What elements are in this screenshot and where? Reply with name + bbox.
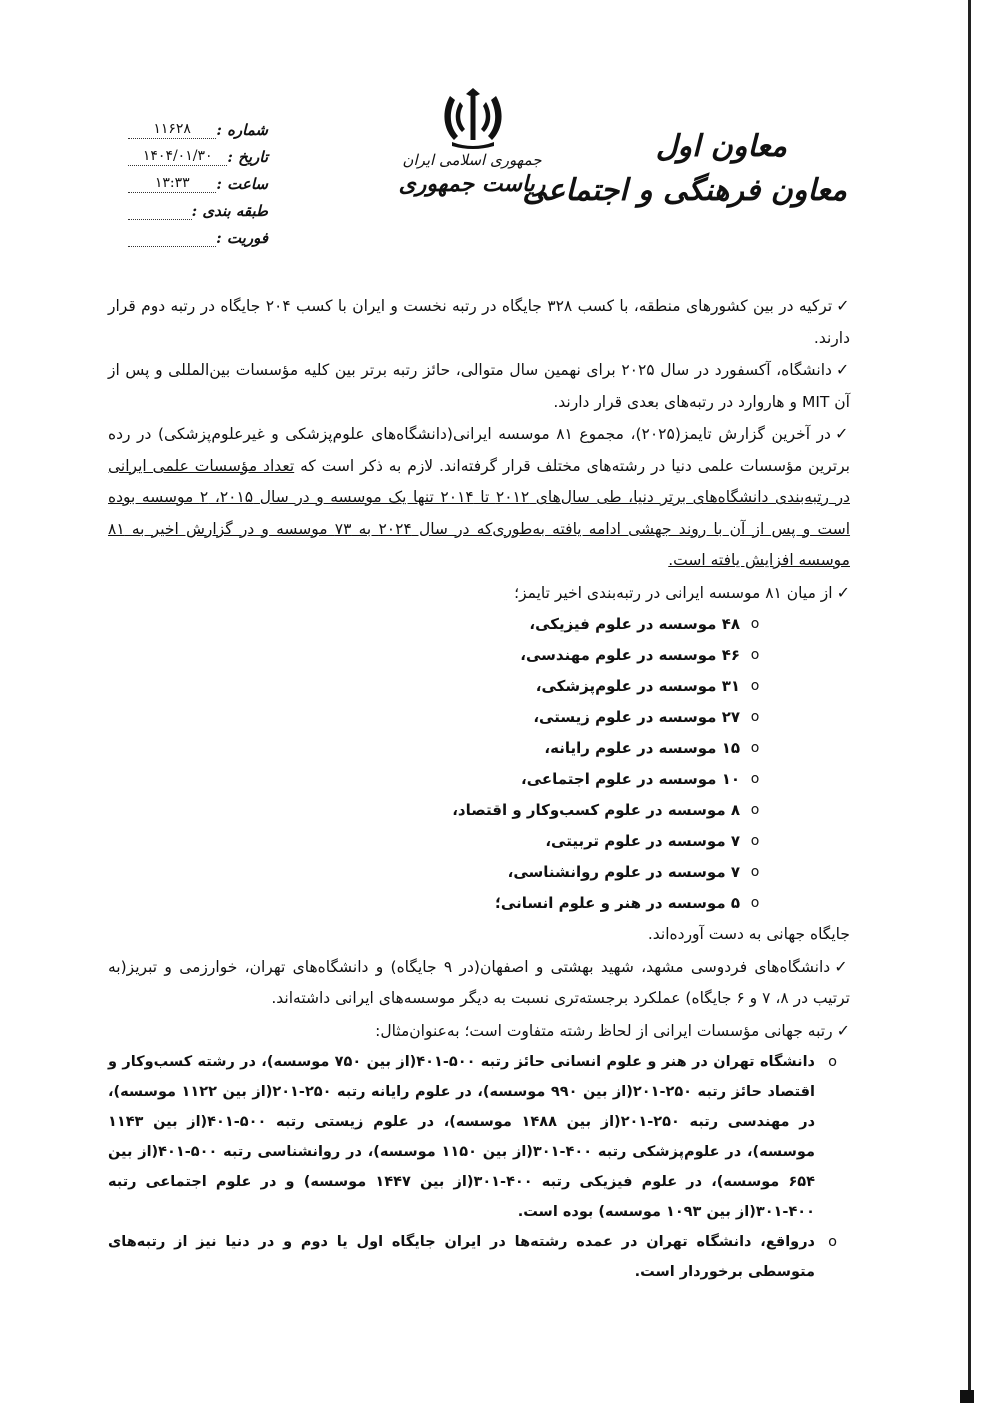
list-item-text: ۱۰ موسسه در علوم اجتماعی، bbox=[521, 770, 740, 788]
list-item bbox=[108, 733, 850, 764]
emblem-line2: ریاست جمهوری bbox=[398, 171, 546, 197]
checkmark-icon: ✓ bbox=[834, 424, 850, 443]
circle-bullet-icon: o bbox=[750, 864, 760, 880]
meta-time bbox=[128, 166, 268, 193]
meta-label: تاریخ : bbox=[227, 148, 268, 166]
list-item bbox=[108, 1227, 850, 1287]
meta-label: طبقه بندی : bbox=[191, 202, 268, 220]
circle-bullet-icon: o bbox=[750, 709, 760, 725]
paragraph-3 bbox=[108, 418, 850, 577]
list-item bbox=[108, 795, 850, 826]
list-item-text: ۱۵ موسسه در علوم رایانه، bbox=[544, 739, 740, 757]
list-item-text: ۷ موسسه در علوم روانشناسی، bbox=[507, 863, 740, 881]
fields-list bbox=[108, 609, 850, 919]
meta-value bbox=[128, 218, 192, 220]
paragraph-text: در آخرین گزارش تایمز(۲۰۲۵)، مجموع ۸۱ موسسه ایرانی(دانشگاه‌های علوم‌پزشکی و غیرعلوم‌پزشکی) در رده برترین مؤسسات علمی دنیا در رشته‌های مختلف قرار گرفته‌اند. لازم به ذکر است که bbox=[108, 425, 850, 475]
office-line2: معاون فرهنگی و اجتماعی bbox=[522, 173, 847, 208]
list-item bbox=[108, 640, 850, 671]
paragraph-text: رتبه جهانی مؤسسات ایرانی از لحاظ رشته متفاوت است؛ به‌عنوان‌مثال: bbox=[375, 1021, 833, 1040]
list-item-text: ۵ موسسه در هنر و علوم انسانی؛ bbox=[494, 894, 740, 912]
meta-classification bbox=[128, 193, 268, 220]
list-item-text: ۲۷ موسسه در علوم زیستی، bbox=[533, 708, 740, 726]
meta-value: ۱۳:۳۳ bbox=[128, 175, 216, 193]
circle-bullet-icon: o bbox=[828, 1054, 837, 1070]
meta-label: ساعت : bbox=[216, 175, 268, 193]
list-item bbox=[108, 702, 850, 733]
list-item-text: ۴۶ موسسه در علوم مهندسی، bbox=[520, 646, 740, 664]
meta-number bbox=[128, 112, 268, 139]
meta-value: ۱۱۶۲۸ bbox=[128, 121, 216, 139]
checkmark-icon: ✓ bbox=[834, 956, 850, 976]
meta-date bbox=[128, 139, 268, 166]
paragraph-4 bbox=[108, 577, 850, 610]
office-line1: معاون اول bbox=[655, 129, 787, 164]
list-item bbox=[108, 888, 850, 919]
paragraph-text: دانشگاه، آکسفورد در سال ۲۰۲۵ برای نهمین سال متوالی، حائز رتبه برتر بین کلیه مؤسسات بین‌المللی و پس از آن MIT و هاروارد در رتبه‌های بعدی قرار دارند. bbox=[108, 361, 850, 411]
paragraph-1 bbox=[108, 290, 850, 354]
circle-bullet-icon: o bbox=[750, 616, 760, 632]
circle-bullet-icon: o bbox=[750, 833, 760, 849]
list-item-text: ۸ موسسه در علوم کسب‌وکار و اقتصاد، bbox=[452, 801, 740, 819]
list-item bbox=[108, 609, 850, 640]
meta-value bbox=[128, 245, 216, 247]
list-item bbox=[108, 764, 850, 795]
list-item-text: ۷ موسسه در علوم تربیتی، bbox=[545, 832, 740, 850]
paragraph-text: دانشگاه‌های فردوسی مشهد، شهید بهشتی و اصفهان(در ۹ جایگاه) و دانشگاه‌های تهران، خوارزمی و تبریز(به ترتیب در ۸، ۷ و ۶ جایگاه) عملکرد برجسته‌تری نسبت به دیگر موسسه‌های ایرانی داشته‌اند. bbox=[108, 957, 850, 1007]
scan-edge-corner bbox=[960, 1390, 974, 1403]
paragraph-4-end bbox=[108, 919, 850, 951]
circle-bullet-icon: o bbox=[828, 1234, 837, 1250]
circle-bullet-icon: o bbox=[750, 895, 760, 911]
meta-label: فوریت : bbox=[216, 229, 268, 247]
paragraph-text: از میان ۸۱ موسسه ایرانی در رتبه‌بندی اخیر تایمز؛ bbox=[514, 583, 833, 602]
meta-value: ۱۴۰۴/۰۱/۳۰ bbox=[128, 148, 227, 166]
list-item-text: درواقع، دانشگاه تهران در عمده رشته‌ها در ایران جایگاه اول یا دوم و در دنیا نیز از رتبه‌های متوسطی برخوردار است. bbox=[108, 1234, 815, 1280]
list-item bbox=[108, 857, 850, 888]
list-item-text: دانشگاه تهران در هنر و علوم انسانی حائز رتبه ۵۰۰-۴۰۱(از بین ۷۵۰ موسسه)، در رشته کسب‌وکار و اقتصاد حائز رتبه ۲۵۰-۲۰۱(از بین ۹۹۰ موسسه)، در علوم رایانه رتبه ۲۵۰-۲۰۱(از بین ۱۱۲۲ موسسه)، در مهندسی رتبه ۲۵۰-۲۰۱(از بین ۱۴۸۸ موسسه)، در علوم زیستی رتبه ۵۰۰-۴۰۱(از بین ۱۱۴۳ موسسه)، در علوم‌پزشکی رتبه ۴۰۰-۳۰۱(از بین ۱۱۵۰ موسسه)، در روانشناسی رتبه ۵۰۰-۴۰۱(از بین ۶۵۴ موسسه)، در علوم فیزیکی رتبه ۴۰۰-۳۰۱(از بین ۱۴۴۷ موسسه) و در علوم اجتماعی رتبه ۴۰۰-۳۰۱(از بین ۱۰۹۳ موسسه) بوده است. bbox=[108, 1054, 816, 1220]
paragraph-text: ترکیه در بین کشورهای منطقه، با کسب ۳۲۸ جایگاه در رتبه نخست و ایران با کسب ۲۰۴ جایگاه در رتبه دوم قرار دارند. bbox=[108, 297, 850, 347]
circle-bullet-icon: o bbox=[750, 771, 760, 787]
examples-list bbox=[108, 1047, 850, 1287]
meta-label: شماره : bbox=[216, 121, 268, 139]
circle-bullet-icon: o bbox=[750, 678, 760, 694]
checkmark-icon: ✓ bbox=[835, 360, 851, 379]
letter-body bbox=[108, 290, 850, 1287]
checkmark-icon: ✓ bbox=[836, 296, 850, 315]
list-item bbox=[108, 1047, 850, 1227]
list-item bbox=[108, 671, 850, 702]
paragraph-5 bbox=[108, 951, 850, 1015]
list-item bbox=[108, 826, 850, 857]
list-item-text: ۳۱ موسسه در علوم‌پزشکی، bbox=[535, 677, 740, 695]
paragraph-6 bbox=[108, 1015, 850, 1048]
underlined-text: تعداد مؤسسات علمی ایرانی در رتبه‌بندی دانشگاه‌های برتر دنیا، طی سال‌های ۲۰۱۲ تا ۲۰۱۴ تنها یک موسسه و در سال ۲۰۱۵، ۲ موسسه بوده است و پس از آن با روند جهشی ادامه یافته به‌طوری‌که در سال ۲۰۲۴ به ۷۳ موسسه و در گزارش اخیر به ۸۱ موسسه افزایش یافته است. bbox=[108, 456, 851, 569]
circle-bullet-icon: o bbox=[750, 740, 760, 756]
circle-bullet-icon: o bbox=[750, 802, 760, 818]
scan-edge bbox=[968, 0, 971, 1403]
paragraph-text: جایگاه جهانی به دست آورده‌اند. bbox=[647, 925, 850, 943]
letter-meta bbox=[128, 112, 268, 247]
emblem-line1: جمهوری اسلامی ایران bbox=[402, 151, 542, 169]
paragraph-2 bbox=[108, 354, 850, 418]
office-title bbox=[522, 125, 847, 213]
iran-emblem-icon bbox=[440, 88, 506, 150]
list-item-text: ۴۸ موسسه در علوم فیزیکی، bbox=[529, 615, 740, 633]
checkmark-icon: ✓ bbox=[836, 1020, 850, 1040]
meta-urgency bbox=[128, 220, 268, 247]
circle-bullet-icon: o bbox=[750, 647, 760, 663]
checkmark-icon: ✓ bbox=[836, 582, 850, 602]
